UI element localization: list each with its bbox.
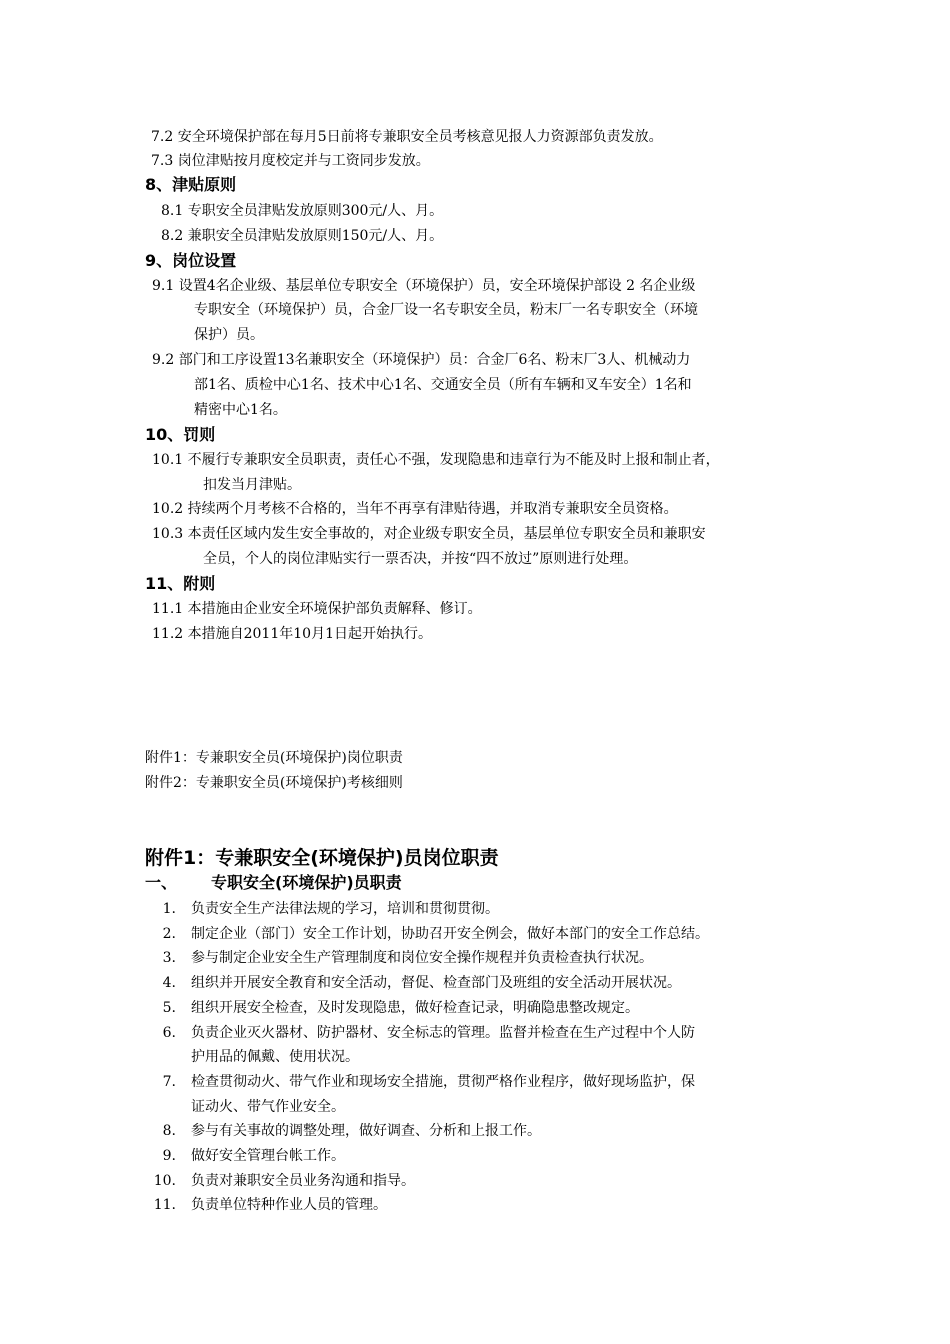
clause-8-2: 8.2 兼职安全员津贴发放原则150元/人、月。 [161,228,444,244]
clause-7-2: 7.2 安全环境保护部在每月5日前将专兼职安全员考核意见报人力资源部负责发放。 [151,129,663,145]
clause-10-1-line2: 扣发当月津贴。 [203,477,301,493]
section-10-heading: 10、罚则 [145,425,216,444]
duty-number: 6. [162,1024,176,1041]
clause-9-2-line1: 9.2 部门和工序设置13名兼职安全（环境保护）员：合金厂6名、粉末厂3人、机械动力 [152,352,691,368]
duty-text: 负责单位特种作业人员的管理。 [191,1197,387,1214]
duty-text: 负责安全生产法律法规的学习，培训和贯彻贯彻。 [191,901,499,917]
duty-text: 制定企业（部门）安全工作计划，协助召开安全例会，做好本部门的安全工作总结。 [191,925,709,942]
attachment-1-label: 附件1：专兼职安全员(环境保护)岗位职责 [145,750,403,766]
clause-9-2-line3: 精密中心1名。 [194,402,287,418]
duty-number: 3. [162,950,176,967]
attachment-2-label: 附件2：专兼职安全员(环境保护)考核细则 [145,775,403,791]
duty-text: 检查贯彻动火、带气作业和现场安全措施，贯彻严格作业程序，做好现场监护，保 [191,1073,695,1090]
clause-10-3-line2: 全员，个人的岗位津贴实行一票否决，并按“四不放过”原则进行处理。 [203,551,638,567]
duty-text: 参与制定企业安全生产管理制度和岗位安全操作规程并负责检查执行状况。 [191,950,653,967]
appendix-1-subheading-number: 一、 [145,873,178,892]
duty-number: 7. [162,1073,176,1090]
clause-7-3: 7.3 岗位津贴按月度校定并与工资同步发放。 [151,153,430,169]
duty-number: 8. [162,1123,176,1140]
duty-text: 参与有关事故的调整处理，做好调查、分析和上报工作。 [191,1123,541,1140]
clause-10-2: 10.2 持续两个月考核不合格的，当年不再享有津贴待遇，并取消专兼职安全员资格。 [152,501,678,517]
clause-11-2: 11.2 本措施自2011年10月1日起开始执行。 [152,626,432,642]
section-9-heading: 9、岗位设置 [145,251,237,270]
duty-number: 9. [162,1148,176,1164]
clause-10-3-line1: 10.3 本责任区域内发生安全事故的，对企业级专职安全员，基层单位专职安全员和兼职安 [152,526,706,542]
duty-number: 4. [162,975,176,992]
clause-10-1-line1: 10.1 不履行专兼职安全员职责，责任心不强，发现隐患和违章行为不能及时上报和制止者， [152,452,720,468]
duty-number: 1. [162,901,176,917]
duty-number: 2. [162,925,176,942]
clause-9-1-line1: 9.1 设置4名企业级、基层单位专职安全（环境保护）员，安全环境保护部设 2 名企业级 [152,278,696,294]
clause-11-1: 11.1 本措施由企业安全环境保护部负责解释、修订。 [152,601,482,617]
clause-9-1-line3: 保护）员。 [194,327,264,343]
appendix-1-title: 附件1：专兼职安全(环境保护)员岗位职责 [145,847,499,869]
duty-text: 做好安全管理台帐工作。 [191,1148,345,1164]
duty-text: 负责对兼职安全员业务沟通和指导。 [191,1172,415,1189]
duty-text: 证动火、带气作业安全。 [191,1098,345,1115]
clause-8-1: 8.1 专职安全员津贴发放原则300元/人、月。 [161,203,444,219]
duty-number: 5. [162,999,176,1016]
appendix-1-subheading: 专职安全(环境保护)员职责 [211,873,402,892]
section-11-heading: 11、附则 [145,574,216,593]
duty-text: 组织开展安全检查，及时发现隐患，做好检查记录，明确隐患整改规定。 [191,999,639,1016]
duty-text: 护用品的佩戴、使用状况。 [191,1049,359,1066]
section-8-heading: 8、津贴原则 [145,175,237,194]
clause-9-1-line2: 专职安全（环境保护）员，合金厂设一名专职安全员，粉末厂一名专职安全（环境 [194,302,698,318]
clause-9-2-line2: 部1名、质检中心1名、技术中心1名、交通安全员（所有车辆和叉车安全）1名和 [194,377,692,393]
duty-number: 10. [153,1172,176,1189]
duty-text: 负责企业灭火器材、防护器材、安全标志的管理。监督并检查在生产过程中个人防 [191,1024,695,1041]
duty-number: 11. [153,1197,176,1214]
duty-text: 组织并开展安全教育和安全活动，督促、检查部门及班组的安全活动开展状况。 [191,975,681,992]
